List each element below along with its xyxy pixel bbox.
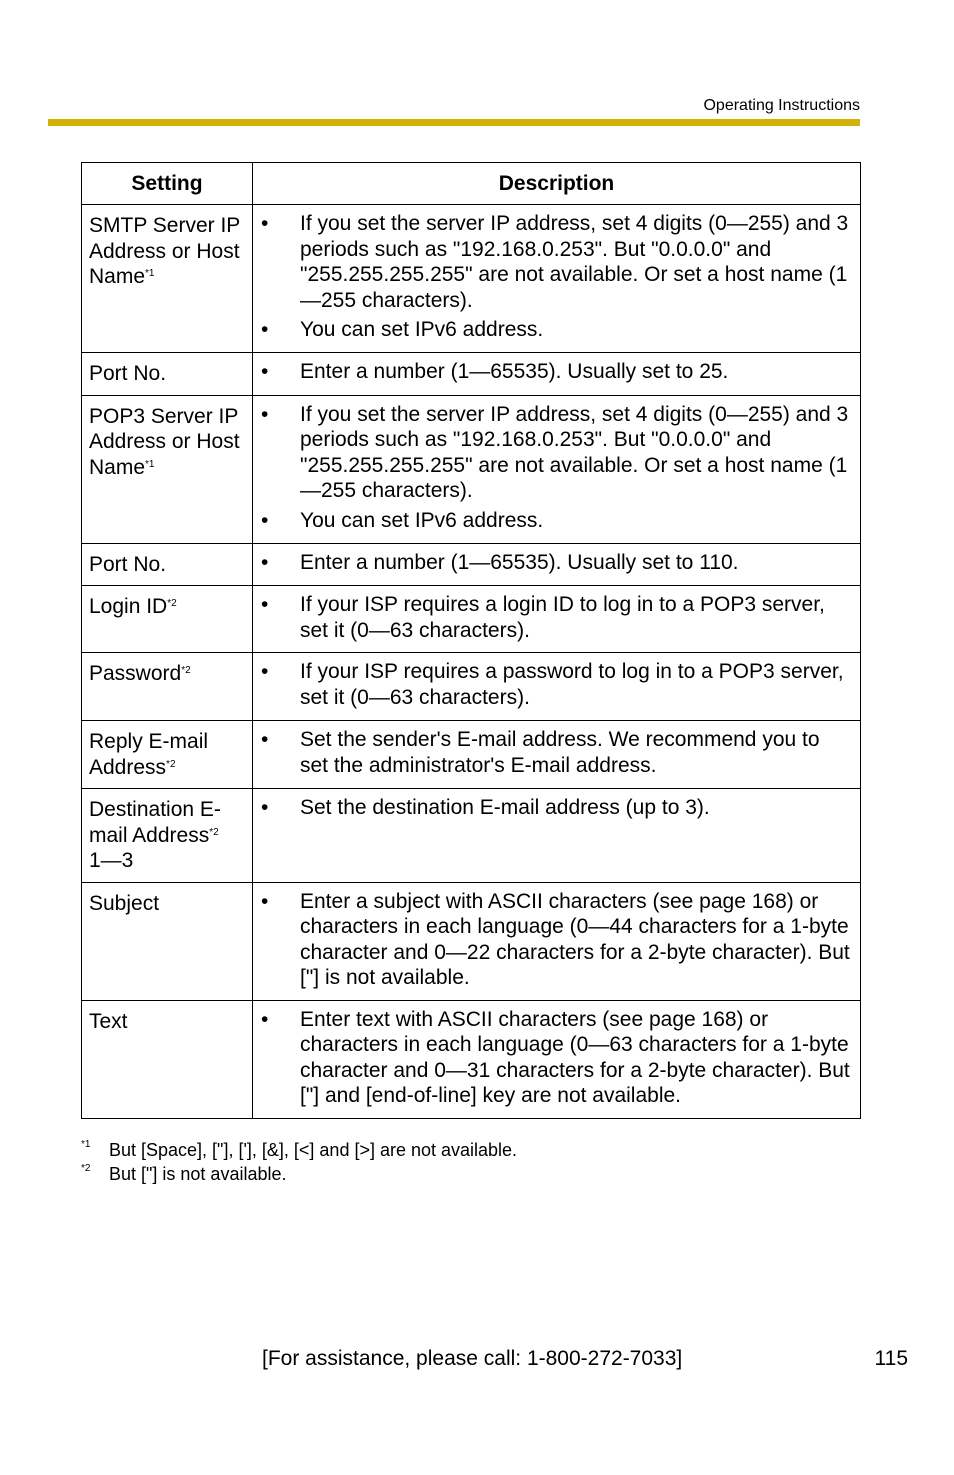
setting-cell [82, 882, 253, 1000]
footnote-reference: *2 [167, 598, 177, 609]
description-cell [253, 353, 861, 396]
list-item [261, 1007, 852, 1109]
description-text: Enter text with ASCII characters (see page 168) or characters in each language (0—63 characters for a 1-byte character and 0—31 characters for a 2-byte character). But ["] and [end-of-line] key are not available. [300, 1007, 850, 1107]
description-cell [253, 721, 861, 789]
table-row [82, 789, 861, 883]
bullet-icon: • [261, 796, 269, 819]
footnote-1 [81, 1138, 517, 1162]
footnote-mark: *1 [81, 1139, 91, 1150]
column-header-setting: Setting [82, 163, 253, 205]
footnote-reference: *2 [181, 665, 191, 676]
setting-cell [82, 1000, 253, 1118]
column-header-description: Description [253, 163, 861, 205]
setting-name: Login ID [89, 595, 168, 618]
list-item [261, 359, 852, 385]
bullet-icon: • [261, 402, 269, 426]
table-row [82, 882, 861, 1000]
list-item [261, 317, 852, 343]
footnote-text: But ["] is not available. [109, 1164, 287, 1184]
table-row [82, 395, 861, 543]
description-list [261, 550, 852, 576]
description-text: If your ISP requires a password to log in to a POP3 server, set it (0—63 characters). [300, 660, 844, 709]
list-item [261, 727, 852, 778]
description-list [261, 659, 852, 710]
description-cell [253, 205, 861, 353]
footnote-reference: *1 [145, 268, 155, 279]
footnote-reference: *2 [209, 826, 219, 838]
table-row [82, 721, 861, 789]
list-item [261, 889, 852, 991]
description-text: Enter a number (1—65535). Usually set to 25. [300, 360, 729, 383]
description-cell [253, 395, 861, 543]
setting-cell [82, 653, 253, 721]
footnote-reference: *2 [166, 758, 176, 770]
description-cell [253, 586, 861, 653]
footnote-text: But [Space], ["], ['], [&], [<] and [>] are not available. [109, 1140, 518, 1160]
list-item [261, 508, 852, 534]
setting-cell [82, 586, 253, 653]
list-item [261, 402, 852, 504]
description-text: Set the destination E-mail address (up to 3). [300, 796, 710, 819]
description-list [261, 1007, 852, 1109]
description-text: You can set IPv6 address. [300, 318, 544, 341]
setting-name: Destination E-mail Address [89, 798, 221, 847]
description-list [261, 211, 852, 343]
table-header-row [82, 163, 861, 205]
setting-name: Password [89, 662, 182, 685]
setting-name: SMTP Server IP Address or Host Name [89, 214, 240, 288]
footnote-reference: *1 [145, 458, 155, 470]
description-list [261, 727, 852, 778]
table-row [82, 543, 861, 586]
description-cell [253, 789, 861, 883]
list-item [261, 659, 852, 710]
header-rule [48, 119, 860, 126]
list-item [261, 550, 852, 576]
table-row [82, 353, 861, 396]
settings-table [81, 162, 861, 1119]
description-text: If your ISP requires a login ID to log in to a POP3 server, set it (0—63 characters). [300, 593, 825, 642]
description-cell [253, 1000, 861, 1118]
description-text: If you set the server IP address, set 4 digits (0—255) and 3 periods such as "192.168.0.253". But "0.0.0.0" and "255.255.255.255" are not available. Or set a host name (1—255 characters). [300, 212, 849, 312]
description-text: Set the sender's E-mail address. We recommend you to set the administrator's E-mail address. [300, 728, 820, 777]
assistance-phone-text: [For assistance, please call: 1-800-272-7033] [262, 1347, 683, 1370]
description-list [261, 795, 852, 821]
bullet-icon: • [261, 889, 269, 913]
setting-name: Subject [89, 891, 160, 915]
description-cell [253, 543, 861, 586]
setting-cell [82, 353, 253, 396]
description-text: You can set IPv6 address. [300, 508, 544, 532]
description-text: Enter a subject with ASCII characters (see page 168) or characters in each language (0—44 characters for a 1-byte character and 0—22 characters for a 2-byte character). But ["] is not available. [300, 889, 850, 989]
setting-name: POP3 Server IP Address or Host Name [89, 404, 240, 479]
setting-cell [82, 205, 253, 353]
table-row [82, 205, 861, 353]
setting-cell [82, 721, 253, 789]
list-item [261, 592, 852, 643]
setting-name: Reply E-mail Address [89, 730, 209, 779]
bullet-icon: • [261, 660, 269, 683]
setting-name: Text [89, 1009, 128, 1033]
bullet-icon: • [261, 508, 269, 532]
table-row [82, 1000, 861, 1118]
page-number: 115 [874, 1347, 908, 1370]
setting-range: 1—3 [89, 849, 134, 872]
list-item [261, 211, 852, 313]
setting-cell [82, 789, 253, 883]
list-item [261, 795, 852, 821]
footnote-2 [81, 1162, 517, 1186]
bullet-icon: • [261, 550, 269, 574]
description-text: If you set the server IP address, set 4 digits (0—255) and 3 periods such as "192.168.0.253". But "0.0.0.0" and "255.255.255.255" are not available. Or set a host name (1—255 characters). [300, 402, 849, 502]
description-list [261, 889, 852, 991]
setting-cell [82, 543, 253, 586]
header-title: Operating Instructions [703, 97, 860, 114]
description-cell [253, 653, 861, 721]
table-body [82, 205, 861, 1119]
bullet-icon: • [261, 318, 269, 341]
setting-cell [82, 395, 253, 543]
footnotes [81, 1138, 517, 1186]
table-row [82, 653, 861, 721]
bullet-icon: • [261, 212, 269, 235]
description-list [261, 402, 852, 534]
table-row [82, 586, 861, 653]
setting-name: Port No. [89, 362, 167, 385]
bullet-icon: • [261, 593, 269, 616]
setting-name: Port No. [89, 552, 167, 576]
description-list [261, 592, 852, 643]
description-cell [253, 882, 861, 1000]
bullet-icon: • [261, 360, 269, 383]
footnote-mark: *2 [81, 1163, 91, 1174]
bullet-icon: • [261, 1007, 269, 1031]
description-list [261, 359, 852, 385]
description-text: Enter a number (1—65535). Usually set to 110. [300, 550, 739, 574]
bullet-icon: • [261, 728, 269, 751]
